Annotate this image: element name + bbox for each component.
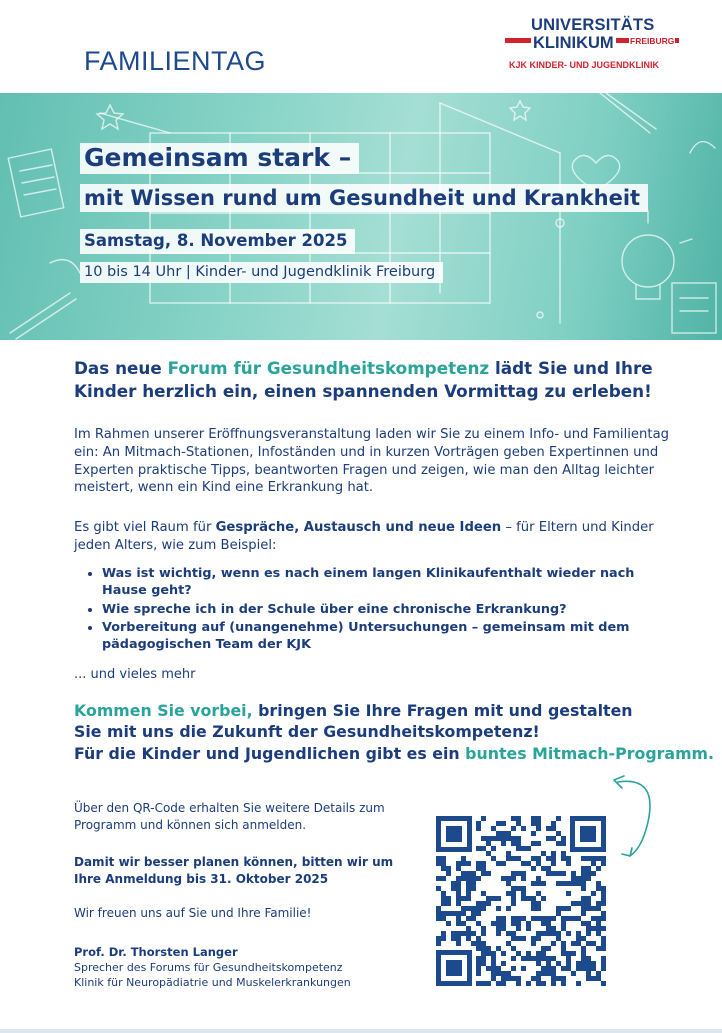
list-item: • Wie spreche ich in der Schule über eine chronische Erkrankung? xyxy=(102,601,682,618)
call-to-action xyxy=(74,700,714,764)
university-hospital-logo xyxy=(505,16,685,76)
and-more-text: ... und vieles mehr xyxy=(74,667,196,682)
lead-paragraph xyxy=(74,357,674,402)
intro-paragraph: Im Rahmen unserer Eröffnungsveranstaltung laden wir Sie zu einem Info- und Familientag ein: An Mitmach-Stationen, Infoständen und in kurzen Vorträgen geben Expertinnen und Experten praktische Tipps, beantworten Fragen und zeigen, wie man den Alltag leichter meistert, wenn ein Kind eine Erkrankung hat. xyxy=(74,427,670,496)
curved-arrow-icon xyxy=(604,770,664,860)
question-list xyxy=(82,565,682,654)
headline-line-1: Gemeinsam stark – xyxy=(80,143,359,174)
cta-navy-3: Für die Kinder und Jugendlichen gibt es ein xyxy=(74,743,466,763)
cta-line-2: Sie mit uns die Zukunft der Gesundheitskompetenz! xyxy=(74,722,540,742)
registration-deadline: Damit wir besser planen können, bitten wir um Ihre Anmeldung bis 31. Oktober 2025 xyxy=(74,855,394,887)
page-bottom-divider xyxy=(0,1029,722,1033)
list-item: • Vorbereitung auf (unangenehme) Untersuchungen – gemeinsam mit dem pädagogischen Team der KJK xyxy=(102,619,682,654)
signer-role-1: Sprecher des Forums für Gesundheitskompetenz xyxy=(74,960,343,974)
cta-teal-1: Kommen Sie vorbei, xyxy=(74,701,253,720)
headline-line-2: mit Wissen rund um Gesundheit und Krankheit xyxy=(80,184,648,212)
cta-teal-3: buntes Mitmach-Programm. xyxy=(465,743,715,763)
cta-line-1 xyxy=(74,700,714,721)
signature-block xyxy=(74,945,434,991)
cta-navy-1: bringen Sie Ihre Fragen mit und gestalten xyxy=(252,701,633,720)
signer-name: Prof. Dr. Thorsten Langer xyxy=(74,945,238,959)
lead-post: lädt Sie und Ihre Kinder herzlich ein, einen spannenden Vormittag zu erleben! xyxy=(74,358,653,401)
list-item: • Was ist wichtig, wenn es nach einem langen Klinikaufenthalt wieder nach Hause geht? xyxy=(102,565,682,600)
logo-subtitle: KJK KINDER- UND JUGENDKLINIK xyxy=(509,60,660,70)
event-time-place: 10 bis 14 Uhr | Kinder- und Jugendklinik Freiburg xyxy=(80,262,443,283)
logo-line1: UNIVERSITÄTS xyxy=(531,16,655,34)
hero-banner xyxy=(0,93,722,340)
space-post: – für Eltern und Kinder jeden Alters, wie zum Beispiel: xyxy=(74,520,654,553)
greeting: Wir freuen uns auf Sie und Ihre Familie! xyxy=(74,906,312,920)
signer-role-2: Klinik für Neuropädiatrie und Muskelerkrankungen xyxy=(74,975,351,989)
cta-line-3 xyxy=(74,743,714,764)
sketch-illustration xyxy=(0,93,722,340)
event-date: Samstag, 8. November 2025 xyxy=(80,229,355,254)
logo-line2: KLINIKUM xyxy=(533,34,614,52)
logo-city: FREIBURG xyxy=(630,36,675,46)
event-title: FAMILIENTAG xyxy=(84,46,267,76)
qr-code-icon[interactable] xyxy=(436,816,606,986)
lead-pre: Das neue xyxy=(74,358,168,378)
space-bold: Gespräche, Austausch und neue Ideen xyxy=(215,520,502,535)
forum-name: Forum für Gesundheitskompetenz xyxy=(167,358,490,378)
space-pre: Es gibt viel Raum für xyxy=(74,520,216,535)
space-paragraph xyxy=(74,519,674,555)
qr-description: Über den QR-Code erhalten Sie weitere Details zum Programm und können sich anmelden. xyxy=(74,801,385,833)
